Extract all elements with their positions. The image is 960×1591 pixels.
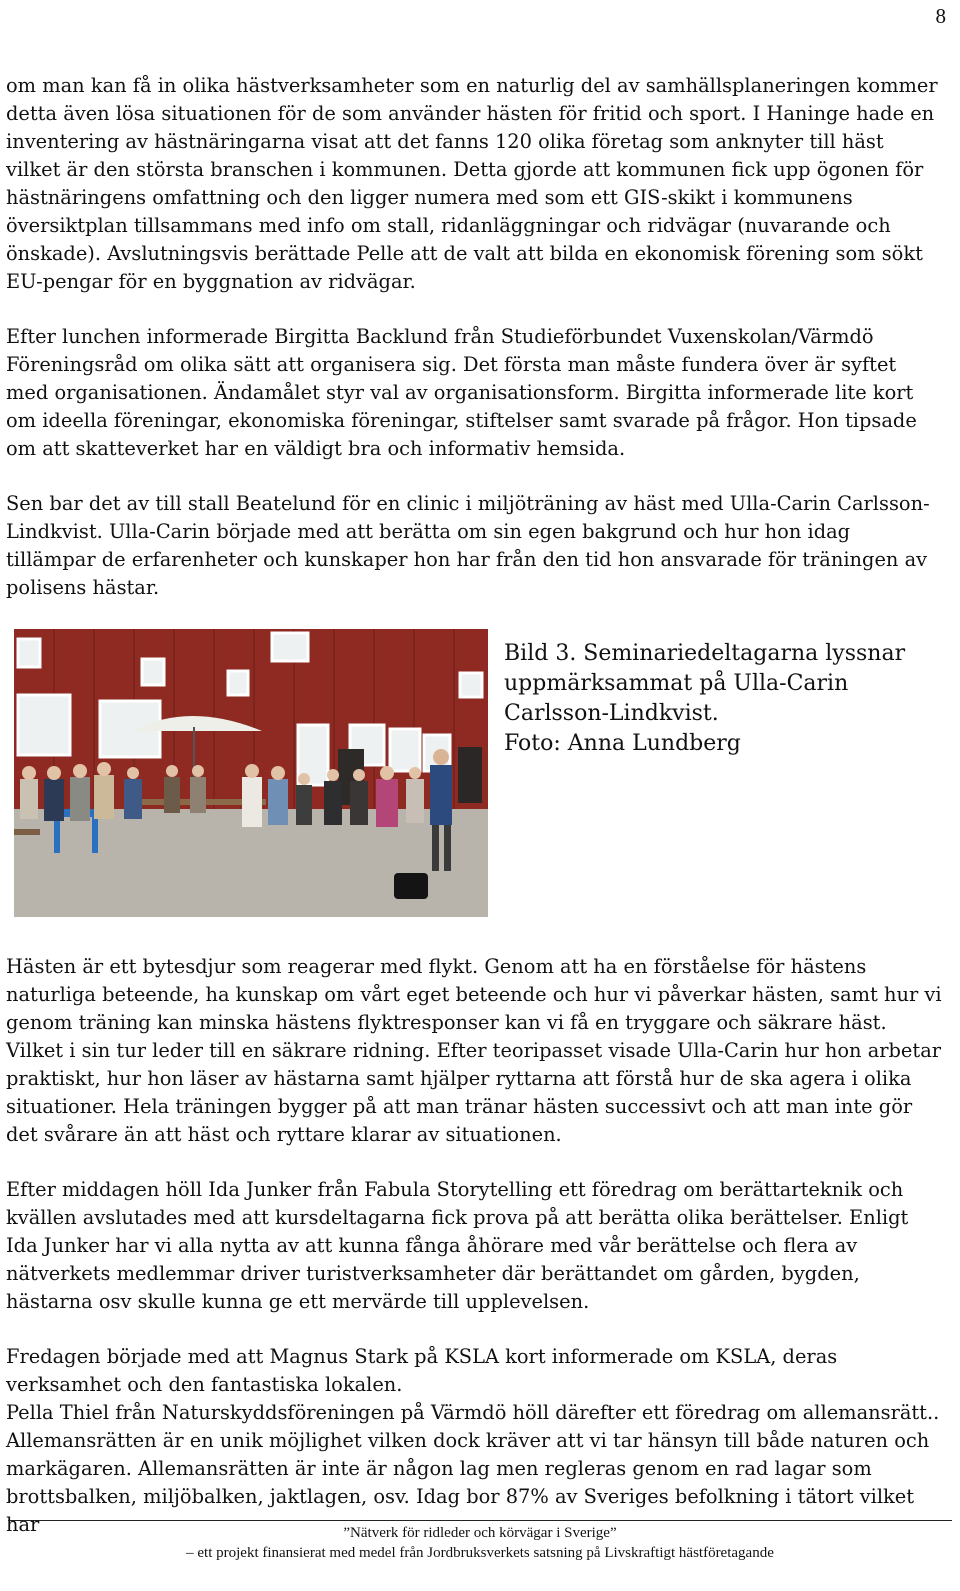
document-body [6,72,942,1566]
seminar-photo-illustration [14,629,488,917]
footer-network-title: ”Nätverk för ridleder och körvägar i Sverige” [343,1525,617,1541]
paragraph-storytelling: Efter middagen höll Ida Junker från Fabula Storytelling ett föredrag om berättarteknik och kvällen avslutades med att kursdeltagarna fick prova på att berätta olika berättelser. Enligt Ida Junker har vi alla nytta av att kunna fånga åhörare med vår berättelse och flera av nätverkets medlemmar driver turistverksamheter där berättandet om gården, bygden, hästarna osv skulle kunna ge ett mervärde till upplevelsen. [6,1178,909,1313]
page-footer [8,1520,952,1563]
paragraph-flight-animal: Hästen är ett bytesdjur som reagerar med flykt. Genom att ha en förståelse för hästens naturliga beteende, ha kunskap om vårt eget beteende och hur vi påverkar hästen, samt hur vi genom träning kan minska hästens flyktresponser kan vi få en tryggare och säkrare häst. Vilket i sin tur leder till en säkrare ridning. Efter teoripasset visade Ulla-Carin hur hon arbetar praktiskt, hur hon läser av hästarna samt hjälper ryttarna att förstå hur de ska agera i olika situationer. Hela träningen bygger på att man tränar hästen successivt och att man inte gör det svårare än att häst och ryttare klarar av situationen. [6,955,942,1146]
paragraph-ksla: Fredagen började med att Magnus Stark på KSLA kort informerade om KSLA, deras verksamhet och den fantastiska lokalen. [6,1345,838,1396]
paragraph-organisation: Efter lunchen informerade Birgitta Backlund från Studieförbundet Vuxenskolan/Värmdö Föreningsråd om olika sätt att organisera sig. Det första man måste fundera över är syftet med organisationen. Ändamålet styr val av organisationsform. Birgitta informerade lite kort om ideella föreningar, ekonomiska föreningar, stiftelser samt svarade på frågor. Hon tipsade om att skatteverket har en väldigt bra och informativ hemsida. [6,325,917,460]
paragraph-beatelund: Sen bar det av till stall Beatelund för en clinic i miljöträning av häst med Ulla-Carin Carlsson-Lindkvist. Ulla-Carin började med att berätta om sin egen bakgrund och hur hon idag tillämpar de erfarenheter och kunskaper hon har från den tid hon ansvarade för träningen av polisens hästar. [6,492,930,599]
paragraph-allemansratt: Pella Thiel från Naturskyddsföreningen på Värmdö höll därefter ett föredrag om allemansrätt.. Allemansrätten är en unik möjlighet vilken dock kräver att vi tar hänsyn till både naturen och markägaren. Allemansrätten är inte är någon lag men regleras genom en rad lagar som brottsbalken, miljöbalken, jaktlagen, osv. Idag bor 87% av Sveriges befolkning i tätort vilket har [6,1401,940,1536]
seminar-photo [14,629,488,917]
caption-photo-credit: Foto: Anna Lundberg [504,731,741,756]
figure [14,629,942,919]
caption-text: Bild 3. Seminariedeltagarna lyssnar uppmärksammat på Ulla-Carin Carlsson-Lindkvist. [504,641,906,726]
figure-caption [504,639,934,759]
footer-funding-note: – ett projekt finansierat med medel från Jordbruksverkets satsning på Livskraftigt hästföretagande [186,1545,774,1561]
page-number: 8 [935,4,946,28]
paragraph-haninge: om man kan få in olika hästverksamheter som en naturlig del av samhällsplaneringen kommer detta även lösa situationen för de som använder hästen för fritid och sport. I Haninge hade en inventering av hästnäringarna visat att det fanns 120 olika företag som anknyter till häst vilket är den största branschen i kommunen. Detta gjorde att kommunen fick upp ögonen för hästnäringens omfattning och den ligger numera med som ett GIS-skikt i kommunens översiktplan tillsammans med info om stall, ridanläggningar och ridvägar (nuvarande och önskade). Avslutningsvis berättade Pelle att de valt att bilda en ekonomisk förening som sökt EU-pengar för en byggnation av ridvägar. [6,74,938,293]
